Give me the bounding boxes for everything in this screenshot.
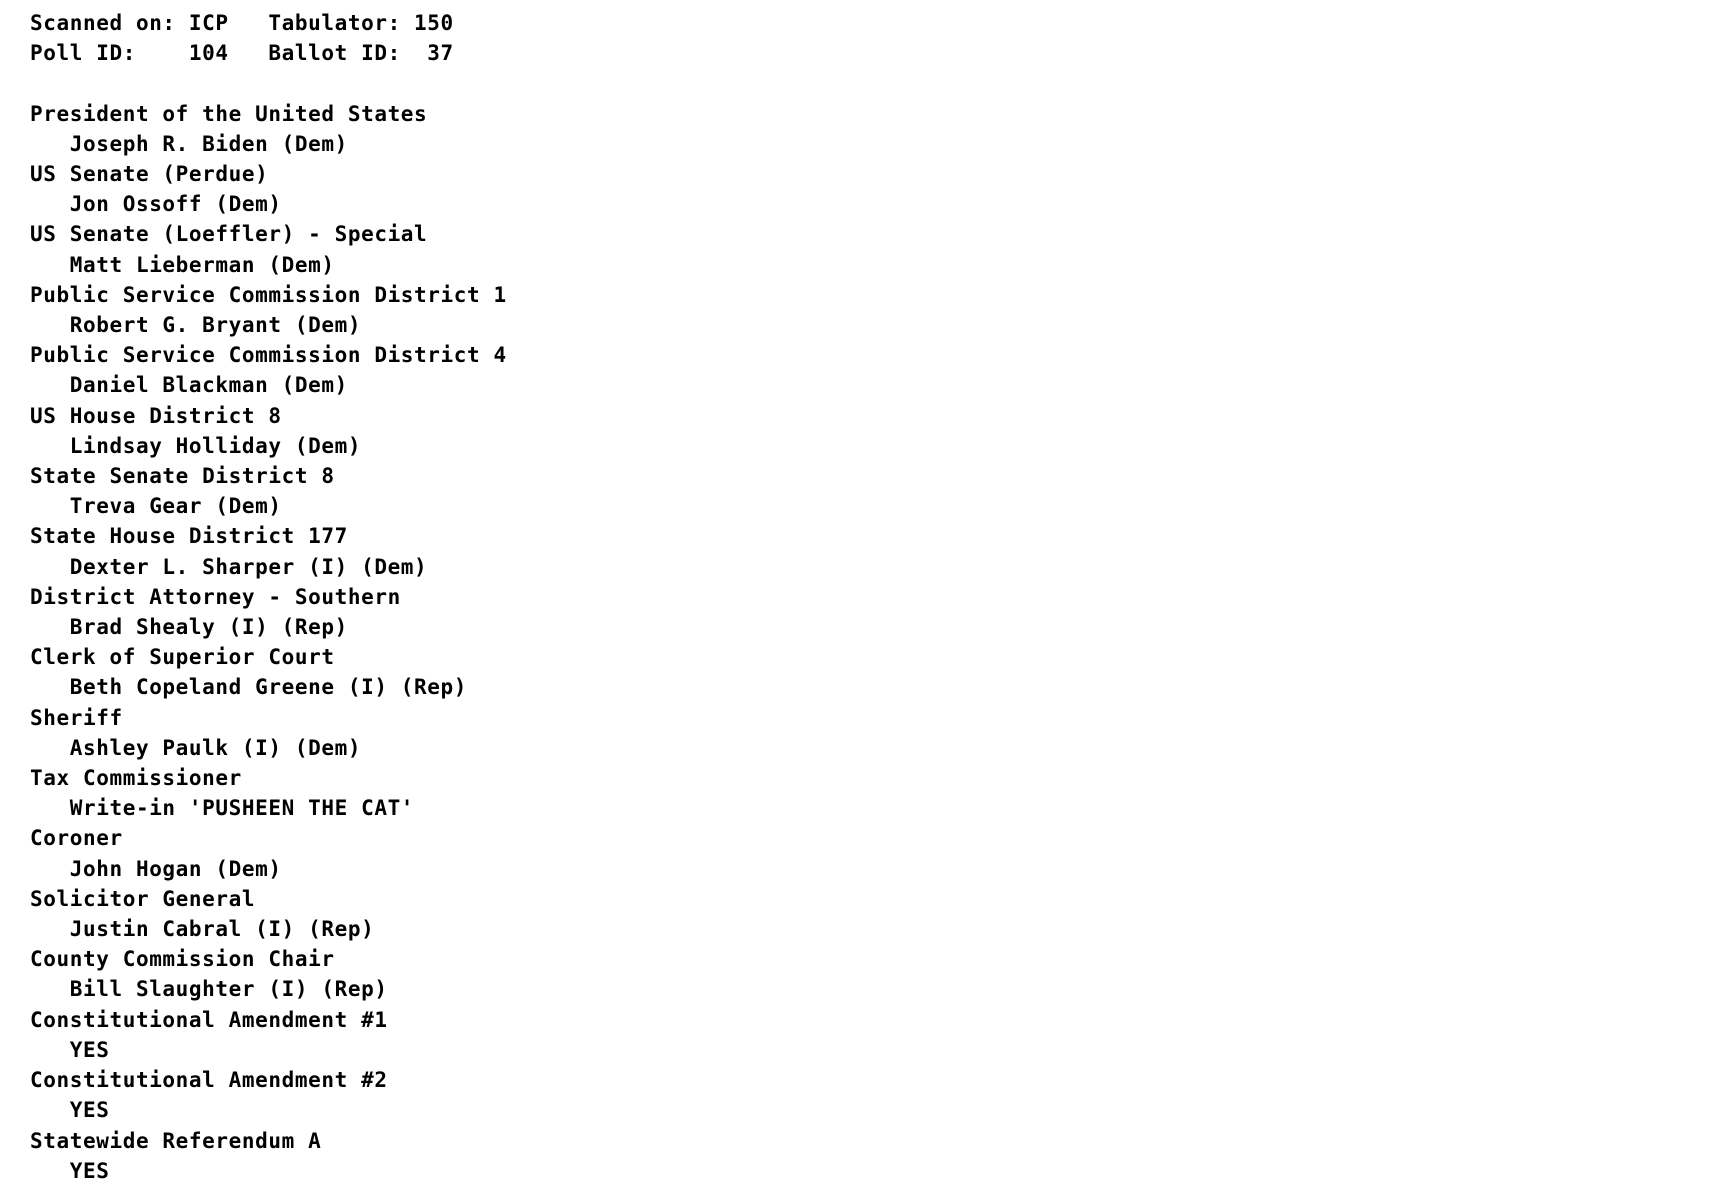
contest-choice: Robert G. Bryant (Dem) [30,313,362,338]
contest-title: State House District 177 [30,524,348,549]
contest-title: Tax Commissioner [30,766,242,791]
contest-title: Statewide Referendum A [30,1128,322,1153]
contest-title: US Senate (Loeffler) - Special [30,222,428,247]
contest-title: State Senate District 8 [30,464,335,489]
contest-choice: YES [30,1098,110,1123]
contest-choice: YES [30,1158,110,1183]
contest-choice: Dexter L. Sharper (I) (Dem) [30,554,428,579]
poll-ballot-id-line: Poll ID: 104 Ballot ID: 37 [30,41,454,66]
contest-title: Clerk of Superior Court [30,645,335,670]
contest-choice: Treva Gear (Dem) [30,494,282,519]
contest-choice: Lindsay Holliday (Dem) [30,433,362,458]
contest-choice: Matt Lieberman (Dem) [30,252,335,277]
contest-title: US Senate (Perdue) [30,162,269,186]
contest-title: Public Service Commission District 1 [30,282,507,307]
contest-title: District Attorney - Southern [30,584,401,609]
contest-title: Sheriff [30,705,123,730]
contest-title: Public Service Commission District 4 [30,343,507,368]
contest-title: US House District 8 [30,403,282,428]
contest-choice: Joseph R. Biden (Dem) [30,131,348,156]
contest-choice: Justin Cabral (I) (Rep) [30,917,375,942]
contest-choice: Jon Ossoff (Dem) [30,192,282,217]
contest-choice: Ashley Paulk (I) (Dem) [30,735,362,760]
contest-choice: John Hogan (Dem) [30,856,282,881]
scanned-on-line: Scanned on: ICP Tabulator: 150 [30,11,454,35]
contest-choice: Brad Shealy (I) (Rep) [30,615,348,640]
contest-title: County Commission Chair [30,947,335,972]
contest-title: Constitutional Amendment #1 [30,1007,388,1032]
contest-choice: YES [30,1037,110,1062]
contest-choice: Write-in 'PUSHEEN THE CAT' [30,796,415,821]
contest-choice: Bill Slaughter (I) (Rep) [30,977,388,1002]
contest-title: Constitutional Amendment #2 [30,1068,388,1093]
contest-title: Coroner [30,826,123,851]
contest-title: President of the United States [30,101,428,126]
contest-title: Solicitor General [30,886,256,911]
contest-choice: Daniel Blackman (Dem) [30,373,348,398]
contest-choice: Beth Copeland Greene (I) (Rep) [30,675,468,700]
spacer [30,68,1728,98]
